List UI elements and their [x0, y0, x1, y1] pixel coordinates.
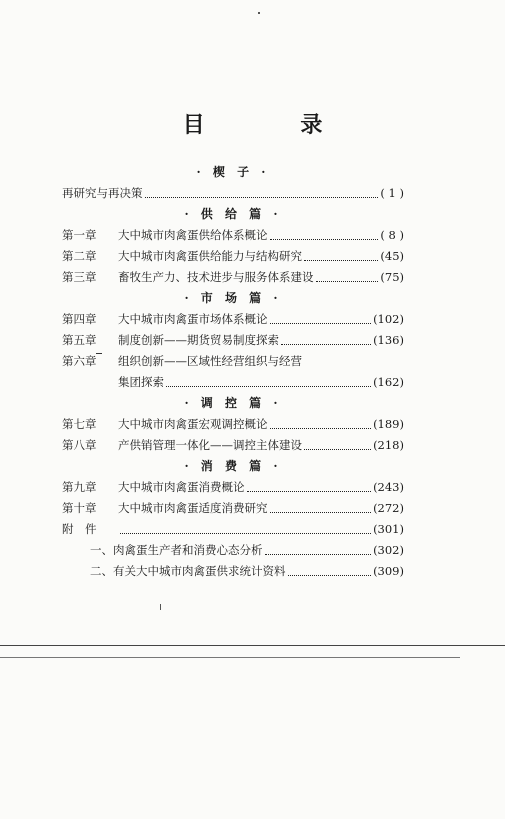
dot-leader	[247, 490, 372, 492]
entry-title: 制度创新——期货贸易制度探索	[118, 333, 279, 347]
toc-entry-chapter-6-continued[interactable]	[62, 372, 404, 393]
page-number: (243)	[373, 480, 404, 494]
chapter-number: 第五章	[62, 333, 97, 347]
toc-entry-chapter-4[interactable]	[62, 309, 404, 330]
entry-title: 大中城市肉禽蛋市场体系概论	[118, 312, 268, 326]
dot-leader	[270, 238, 379, 240]
entry-title: 再研究与再决策	[62, 186, 143, 200]
dot-leader	[270, 427, 372, 429]
dot-leader	[316, 280, 379, 282]
toc-entry-chapter-5[interactable]	[62, 330, 404, 351]
entry-title: 产供销管理一体化——调控主体建设	[118, 438, 302, 452]
dot-leader	[304, 448, 371, 450]
entry-title: 大中城市肉禽蛋供给能力与结构研究	[118, 249, 302, 263]
dot-leader	[270, 322, 372, 324]
entry-title: 畜牧生产力、技术进步与服务体系建设	[118, 270, 314, 284]
toc-entry-chapter-1[interactable]	[62, 225, 404, 246]
page-number: (45)	[380, 249, 404, 263]
toc-entry-appendix-2[interactable]	[62, 561, 404, 582]
page-number: (189)	[373, 417, 404, 431]
section-heading-control: · 调 控 篇 ·	[184, 396, 282, 410]
toc-entry-chapter-2[interactable]	[62, 246, 404, 267]
entry-title: 大中城市肉禽蛋消费概论	[118, 480, 245, 494]
scan-edge-line-secondary	[0, 657, 460, 658]
dot-leader	[145, 196, 379, 198]
entry-title: 集团探索	[118, 375, 164, 389]
chapter-number: 第二章	[62, 249, 97, 263]
page-title: 目 录	[182, 112, 367, 138]
section-heading-supply: · 供 给 篇 ·	[184, 207, 282, 221]
scan-speck	[258, 12, 260, 14]
page-number: (162)	[373, 375, 404, 389]
entry-title: 二、有关大中城市肉禽蛋供求统计资料	[90, 564, 286, 578]
toc-entry-chapter-8[interactable]	[62, 435, 404, 456]
dot-leader	[265, 553, 372, 555]
chapter-number: 第一章	[62, 228, 97, 242]
toc-entry-chapter-3[interactable]	[62, 267, 404, 288]
page-number: ( 8 )	[380, 228, 404, 242]
dot-leader	[120, 532, 371, 534]
toc-entry-chapter-10[interactable]	[62, 498, 404, 519]
chapter-number: 第七章	[62, 417, 97, 431]
appendix-label: 附 件	[62, 522, 97, 536]
page-number: (136)	[373, 333, 404, 347]
dot-leader	[281, 343, 371, 345]
dot-leader	[166, 385, 371, 387]
scan-edge-line	[0, 645, 505, 646]
toc-entry-chapter-6[interactable]	[62, 351, 404, 372]
page-number: ( 1 )	[380, 186, 404, 200]
dot-leader	[270, 511, 372, 513]
page-number: (301)	[373, 522, 404, 536]
toc-entry-chapter-7[interactable]	[62, 414, 404, 435]
toc-entry-preface[interactable]	[62, 183, 404, 204]
table-of-contents	[62, 162, 404, 582]
page-number: (102)	[373, 312, 404, 326]
section-heading-preface: · 楔 子 ·	[196, 165, 270, 179]
toc-entry-chapter-9[interactable]	[62, 477, 404, 498]
entry-title: 大中城市肉禽蛋适度消费研究	[118, 501, 268, 515]
stray-mark	[96, 353, 102, 354]
section-heading-market: · 市 场 篇 ·	[184, 291, 282, 305]
entry-title: 大中城市肉禽蛋宏观调控概论	[118, 417, 268, 431]
chapter-number: 第六章	[62, 354, 97, 368]
dot-leader	[304, 259, 378, 261]
chapter-number: 第九章	[62, 480, 97, 494]
scan-speck	[160, 604, 161, 610]
chapter-number: 第三章	[62, 270, 97, 284]
entry-title: 一、肉禽蛋生产者和消费心态分析	[90, 543, 263, 557]
toc-entry-appendix-1[interactable]	[62, 540, 404, 561]
chapter-number: 第十章	[62, 501, 97, 515]
chapter-number: 第八章	[62, 438, 97, 452]
toc-entry-appendix[interactable]	[62, 519, 404, 540]
page-number: (218)	[373, 438, 404, 452]
page-number: (75)	[380, 270, 404, 284]
section-heading-consume: · 消 费 篇 ·	[184, 459, 282, 473]
dot-leader	[288, 574, 372, 576]
chapter-number: 第四章	[62, 312, 97, 326]
entry-title: 大中城市肉禽蛋供给体系概论	[118, 228, 268, 242]
entry-title: 组织创新——区域性经营组织与经营	[118, 354, 302, 368]
page-number: (309)	[373, 564, 404, 578]
page-number: (272)	[373, 501, 404, 515]
page-number: (302)	[373, 543, 404, 557]
